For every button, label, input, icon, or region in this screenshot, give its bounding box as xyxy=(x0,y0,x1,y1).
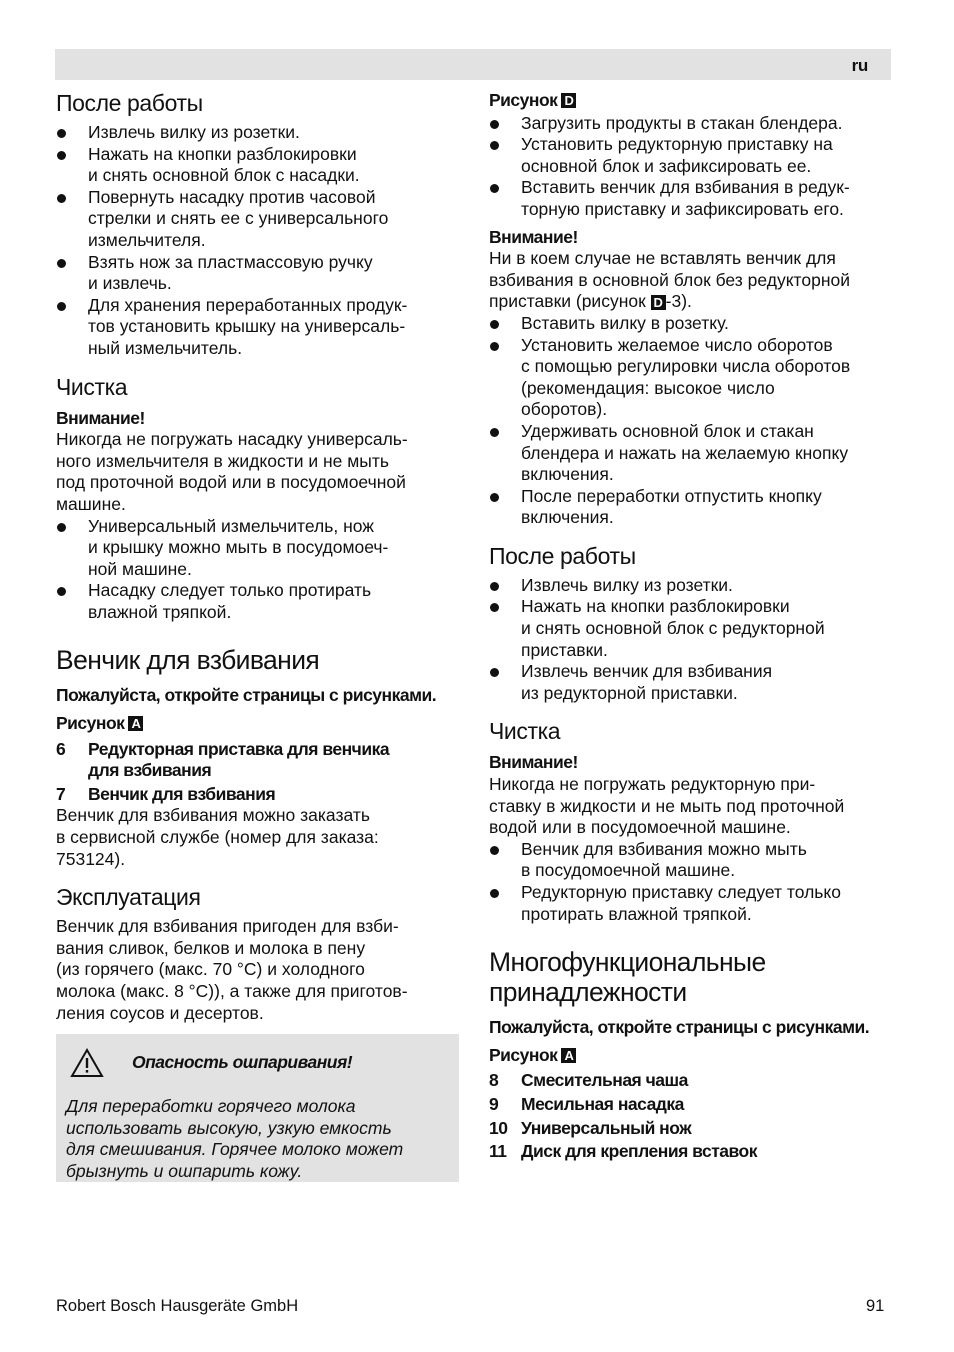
right-column xyxy=(489,90,894,1165)
figure-ref xyxy=(489,90,894,112)
after-work-list xyxy=(489,575,894,705)
section-title-cleaning: Чистка xyxy=(489,718,561,745)
section-title-accessories: Многофункциональные принадлежности xyxy=(489,947,766,1008)
warning-title: Опасность ошпаривания! xyxy=(132,1052,353,1073)
part-number: 11 xyxy=(489,1141,507,1162)
cleaning-text: Никогда не погружать редукторную при- ставку в жидкости и не мыть под проточной водой или в посудомоечной машине. xyxy=(489,774,845,838)
figure-ref xyxy=(56,713,461,735)
list-item: Универсальный измельчитель, нож и крышку можно мыть в посудомоеч- ной машине. xyxy=(56,516,461,581)
part-item xyxy=(489,1094,894,1116)
part-name: Месильная насадка xyxy=(521,1093,684,1114)
part-name: Универсальный нож xyxy=(521,1117,692,1138)
part-item xyxy=(56,784,461,806)
cleaning-list xyxy=(489,839,894,925)
part-number: 7 xyxy=(56,783,66,804)
order-text: Венчик для взбивания можно заказать в сервисной службе (номер для заказа: 753124). xyxy=(56,805,379,869)
list-item: Для хранения переработанных продук- тов установить крышку на универсаль- ный измельчитель. xyxy=(56,295,461,360)
list-item: Насадку следует только протирать влажной тряпкой. xyxy=(56,580,461,623)
footer-company: Robert Bosch Hausgeräte GmbH xyxy=(56,1297,299,1315)
list-item: Удерживать основной блок и стакан блендера и нажать на желаемую кнопку включения. xyxy=(489,421,894,486)
part-number: 8 xyxy=(489,1070,499,1091)
figure-label: Рисунок xyxy=(489,90,558,110)
part-name: Смесительная чаша xyxy=(521,1070,688,1091)
warning-triangle-icon xyxy=(70,1048,104,1078)
operation-text: Венчик для взбивания пригоден для взби- вания сливок, белков и молока в пену (из горячего (макс. 70 °C) и холодного молока (макс. 8 °C)), а также для приготов- ления соусов и десертов. xyxy=(56,916,408,1023)
attention-label: Внимание! xyxy=(56,407,145,428)
list-item: Установить редукторную приставку на основной блок и зафиксировать ее. xyxy=(489,134,894,177)
part-number: 10 xyxy=(489,1117,508,1138)
warning-box xyxy=(56,1034,459,1182)
list-item: Извлечь вилку из розетки. xyxy=(56,122,461,144)
list-item: Извлечь венчик для взбивания из редукторной приставки. xyxy=(489,661,894,704)
figure-ref xyxy=(489,1045,894,1067)
whisk-parts-list xyxy=(56,739,461,806)
figure-d-list xyxy=(489,113,894,221)
list-item: Редукторную приставку следует только протирать влажной тряпкой. xyxy=(489,882,894,925)
part-item xyxy=(56,739,461,782)
part-item xyxy=(489,1118,894,1140)
part-item xyxy=(489,1070,894,1092)
list-item: Взять нож за пластмассовую ручку и извлечь. xyxy=(56,252,461,295)
section-title-cleaning: Чистка xyxy=(56,373,128,400)
attention-text xyxy=(489,248,894,313)
part-name: Венчик для взбивания xyxy=(88,783,276,804)
language-bar xyxy=(55,49,891,80)
accessories-parts-list xyxy=(489,1070,894,1162)
open-pages-note: Пожалуйста, откройте страницы с рисунками. xyxy=(56,685,437,706)
section-title-after-work: После работы xyxy=(56,90,203,116)
list-item: Повернуть насадку против часовой стрелки и снять ее с универсального измельчителя. xyxy=(56,187,461,252)
list-item: Венчик для взбивания можно мыть в посудомоечной машине. xyxy=(489,839,894,882)
part-name: Диск для крепления вставок xyxy=(521,1141,757,1162)
section-title-operation: Эксплуатация xyxy=(56,884,201,911)
warning-header xyxy=(66,1048,449,1078)
figure-d-list-2 xyxy=(489,313,894,529)
list-item: Вставить венчик для взбивания в редук- торную приставку и зафиксировать его. xyxy=(489,177,894,220)
figure-letter-box: D xyxy=(561,93,576,108)
list-item: Нажать на кнопки разблокировки и снять основной блок с редукторной приставки. xyxy=(489,596,894,661)
open-pages-note: Пожалуйста, откройте страницы с рисунками. xyxy=(489,1017,870,1038)
attention-label: Внимание! xyxy=(489,752,578,773)
list-item: Установить желаемое число оборотов с помощью регулировки числа оборотов (рекомендация: высокое число оборотов). xyxy=(489,335,894,421)
list-item: Загрузить продукты в стакан блендера. xyxy=(489,113,894,135)
part-name: Редукторная приставка для венчика для взбивания xyxy=(88,738,390,781)
figure-letter-box: A xyxy=(561,1048,576,1063)
left-column xyxy=(56,90,461,1182)
cleaning-list xyxy=(56,516,461,624)
page-number: 91 xyxy=(866,1297,885,1315)
list-item: Извлечь вилку из розетки. xyxy=(489,575,894,597)
attention-text-end: -3). xyxy=(665,291,692,312)
attention-text-start: Ни в коем случае не вставлять венчик для взбивания в основной блок без редукторной приставки (рисунок xyxy=(489,248,851,312)
figure-label: Рисунок xyxy=(56,713,125,734)
figure-letter-box: A xyxy=(128,716,143,731)
section-title-whisk: Венчик для взбивания xyxy=(56,645,320,676)
language-code: ru xyxy=(851,56,868,75)
part-number: 9 xyxy=(489,1093,499,1114)
list-item: Нажать на кнопки разблокировки и снять основной блок с насадки. xyxy=(56,144,461,187)
list-item: После переработки отпустить кнопку включения. xyxy=(489,486,894,529)
cleaning-text: Никогда не погружать насадку универсаль- ного измельчителя в жидкости и не мыть под проточной водой или в посудомоечной машине. xyxy=(56,429,408,514)
figure-label: Рисунок xyxy=(489,1044,558,1065)
warning-text: Для переработки горячего молока использовать высокую, узкую емкость для смешивания. Горячее молоко может брызнуть и ошпарить кожу. xyxy=(66,1096,404,1181)
part-item xyxy=(489,1141,894,1163)
section-title-after-work: После работы xyxy=(489,542,636,569)
list-item: Вставить вилку в розетку. xyxy=(489,313,894,335)
figure-letter-box: D xyxy=(651,295,666,310)
part-number: 6 xyxy=(56,738,66,759)
attention-label: Внимание! xyxy=(489,226,578,247)
after-work-list xyxy=(56,122,461,360)
